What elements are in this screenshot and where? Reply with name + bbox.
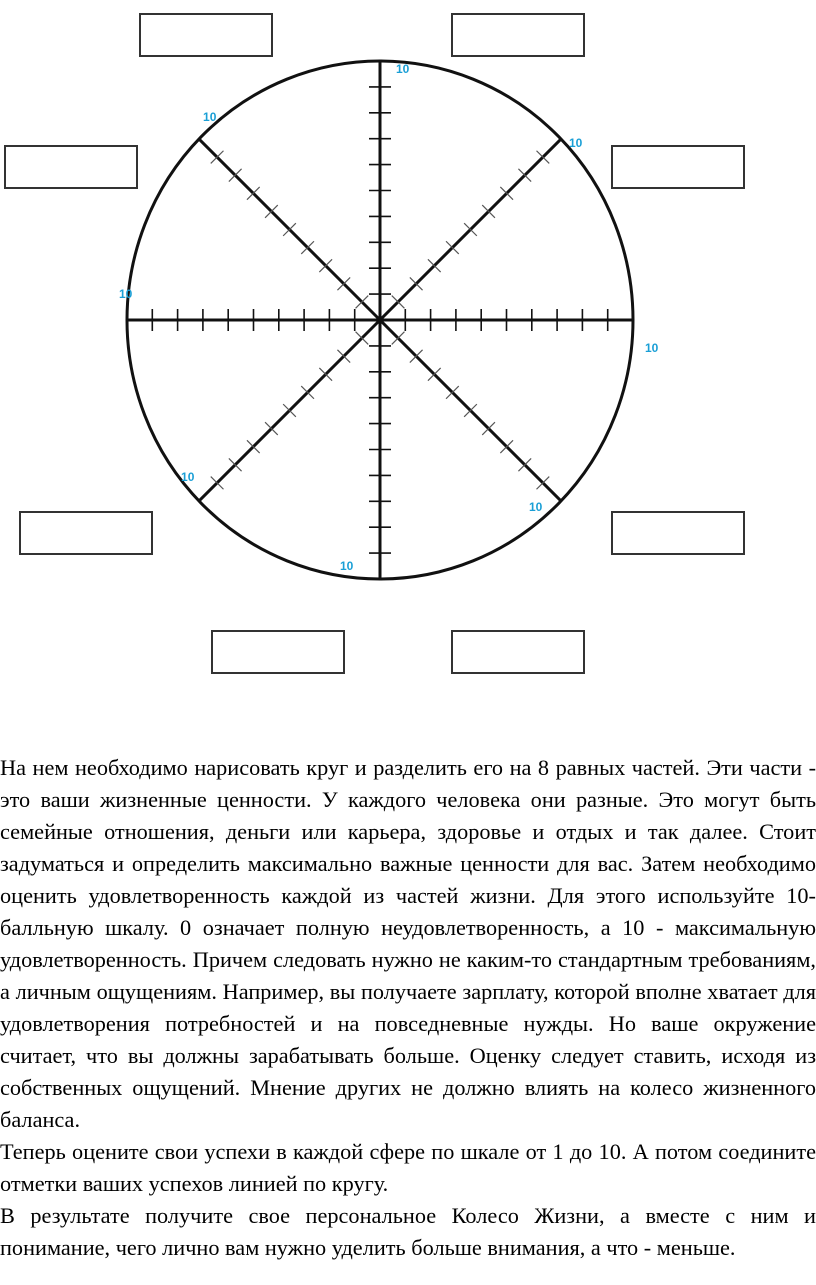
paragraph-3: В результате получите свое персональное Колесо Жизни, а вместе с ним и понимание, чего лично вам нужно уделить больше внимания, а что - меньше.: [0, 1203, 816, 1260]
category-box-4[interactable]: [611, 145, 745, 189]
scale-label-ne: 10: [568, 136, 583, 151]
category-box-3[interactable]: [4, 145, 138, 189]
category-box-2[interactable]: [451, 13, 585, 57]
paragraph-1: На нем необходимо нарисовать круг и разделить его на 8 равных частей. Эти части - это ваши жизненные ценности. У каждого человека они разные. Это могут быть семейные отношения, деньги или карьера, здоровье и отдых и так далее. Стоит задуматься и определить максимально важные ценности для вас. Затем необходимо оценить удовлетворенность каждой из частей жизни. Для этого используйте 10-балльную шкалу. 0 означает полную неудовлетворенность, а 10 - максимальную удовлетворенность. Причем следовать нужно не каким-то стандартным требованиям, а личным ощущениям. Например, вы получаете зарплату, которой вполне хватает для удовлетворения потребностей и на повседневные нужды. Но ваше окружение считает, что вы должны зарабатывать больше. Оценку следует ставить, исходя из собственных ощущений. Мнение других не должно влиять на колесо жизненного баланса.: [0, 755, 816, 1132]
category-box-5[interactable]: [19, 511, 153, 555]
scale-label-e: 10: [645, 341, 659, 355]
category-box-8[interactable]: [451, 630, 585, 674]
scale-label-s: 10: [340, 559, 354, 573]
paragraph-2: Теперь оцените свои успехи в каждой сфере по шкале от 1 до 10. А потом соедините отметки ваших успехов линией по кругу.: [0, 1139, 816, 1196]
scale-label-se: 10: [528, 499, 543, 514]
scale-label-w: 10: [119, 287, 133, 301]
category-box-1[interactable]: [139, 13, 273, 57]
category-box-7[interactable]: [211, 630, 345, 674]
scale-label-nw: 10: [203, 110, 217, 125]
category-box-6[interactable]: [611, 511, 745, 555]
instructions-text: [0, 752, 816, 1264]
scale-label-sw: 10: [181, 469, 195, 484]
scale-label-n: 10: [396, 62, 410, 76]
